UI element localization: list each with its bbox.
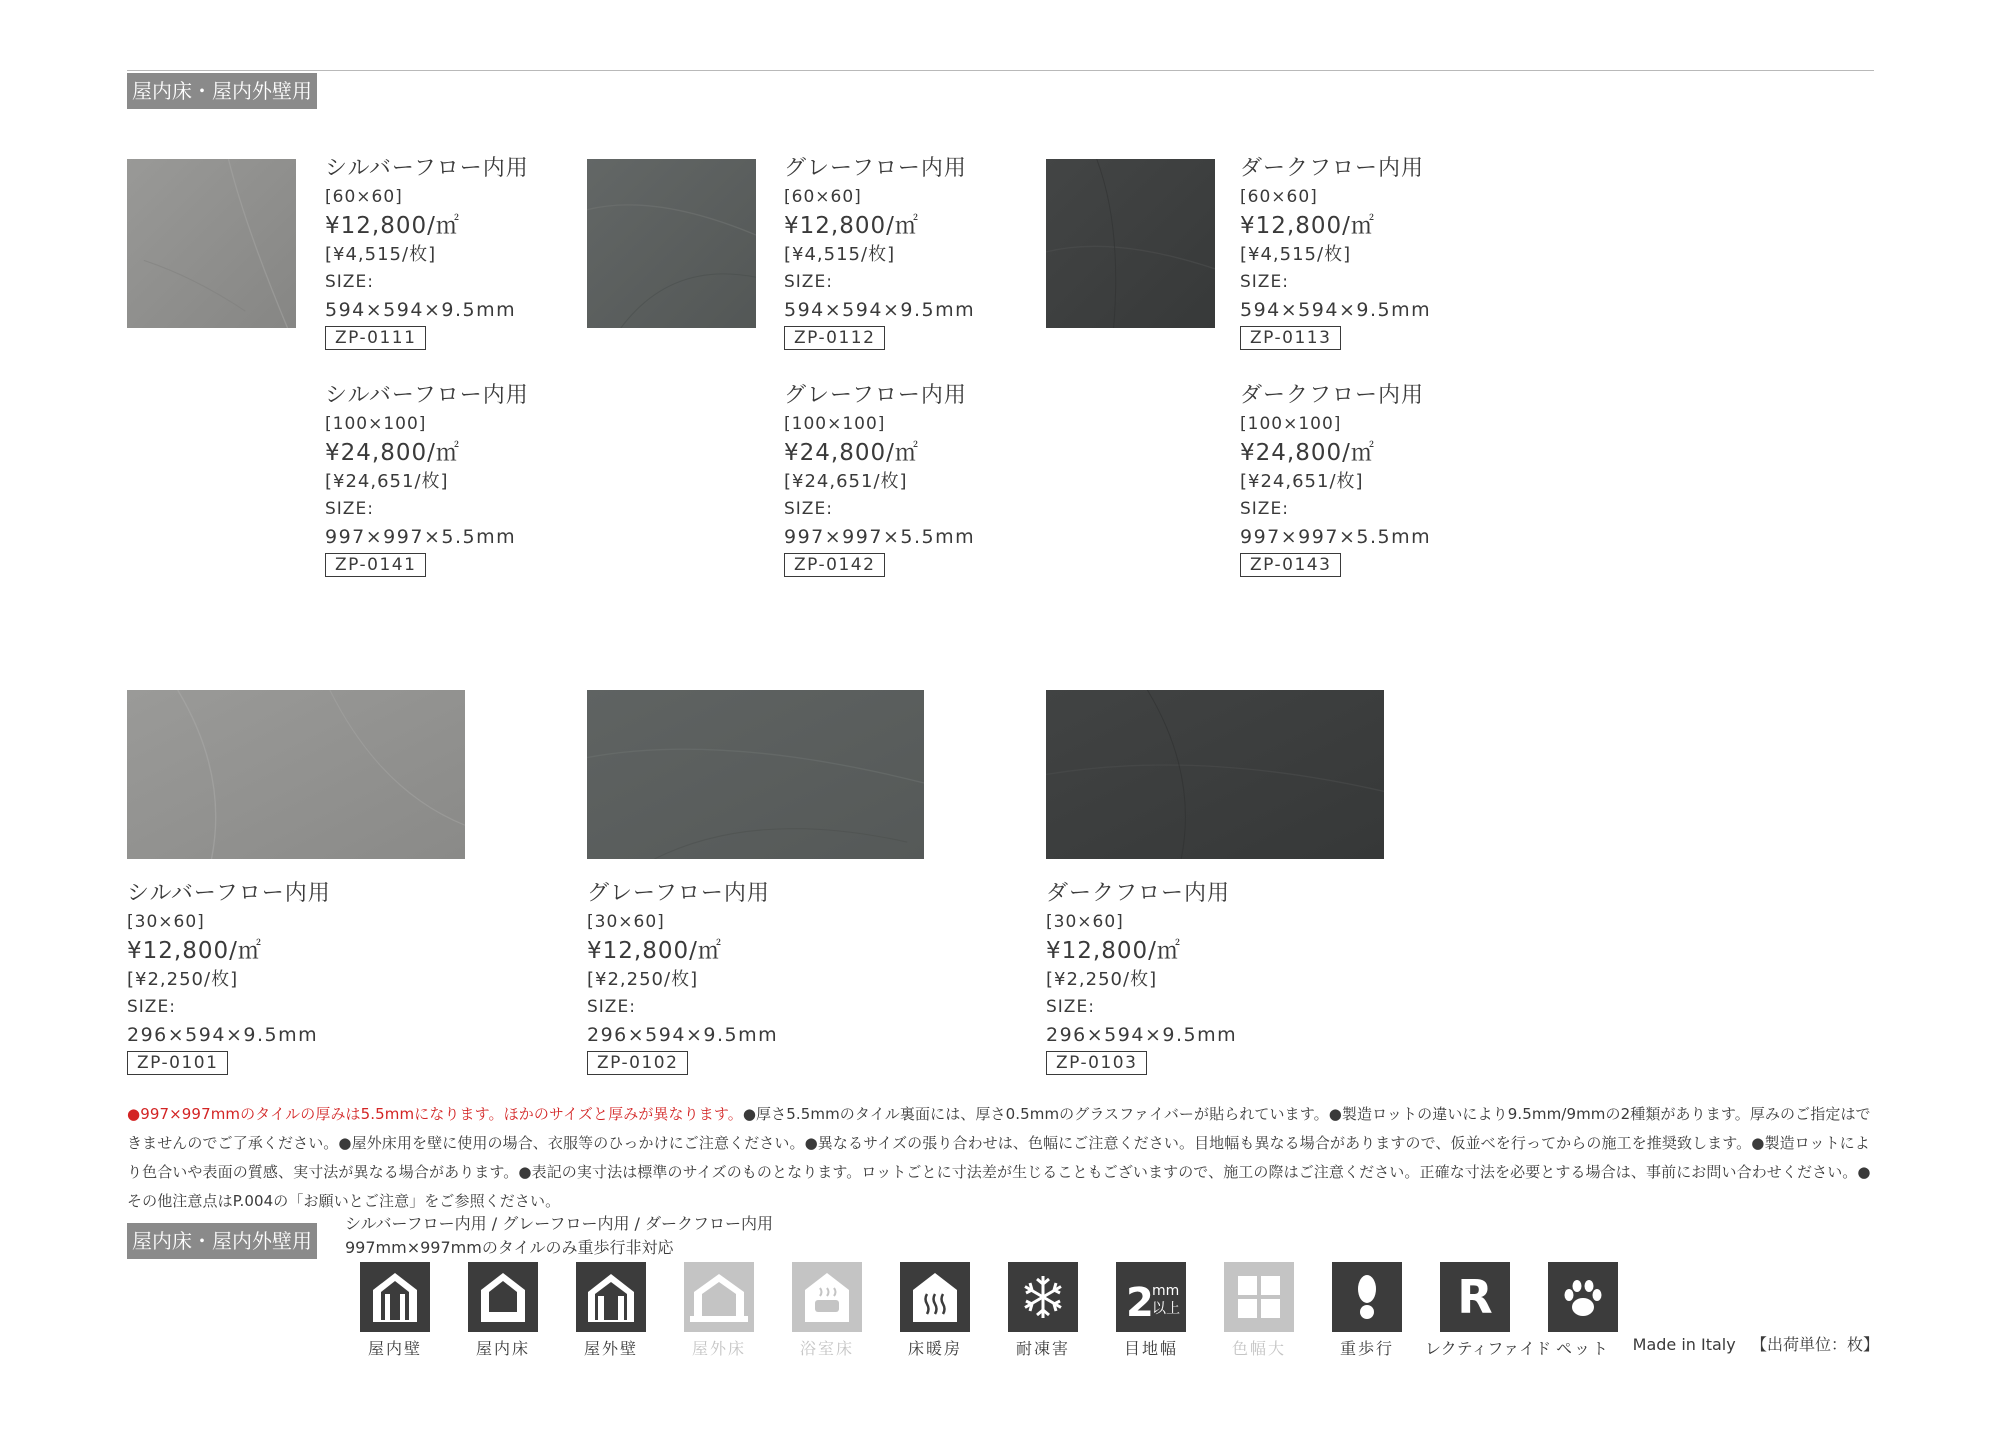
rectified-icon bbox=[1440, 1262, 1510, 1332]
size-label: SIZE: bbox=[1240, 272, 1289, 292]
product-name: ダークフロー内用 bbox=[1046, 881, 1231, 906]
notes-paragraph bbox=[127, 1100, 1884, 1216]
product-dimension: [30×60] bbox=[1046, 912, 1124, 932]
product-name: ダークフロー内用 bbox=[1240, 383, 1425, 408]
swatch-silver-square bbox=[127, 159, 296, 328]
swatch-grey-rect bbox=[587, 690, 924, 859]
product-code: ZP-0141 bbox=[325, 553, 426, 577]
heavy-traffic-icon bbox=[1332, 1262, 1402, 1332]
product-price: ¥12,800/㎡ bbox=[1046, 938, 1181, 964]
size-label: SIZE: bbox=[127, 997, 176, 1017]
product-silver-30x60 bbox=[127, 879, 387, 1075]
exterior-wall-icon bbox=[576, 1262, 646, 1332]
product-code: ZP-0142 bbox=[784, 553, 885, 577]
note-rest: ●厚さ5.5mmのタイル裏面には、厚さ0.5mmのグラスファイバーが貼られています。●製造ロットの違いにより9.5mm/9mmの2種類があります。厚みのご指定はできませんのでご了承ください。●屋外床用を壁に使用の場合、衣服等のひっかけにご注意ください。●異なるサイズの張り合わせは、色幅にご注意ください。目地幅も異なる場合がありますので、仮並べを行ってからの施工を推奨致します。●製造ロットにより色合いや表面の質感、実寸法が異なる場合があります。●表記の実寸法は標準のサイズのものとなります。ロットごとに寸法差が生じることもございますので、施工の際はご注意ください。正確な寸法を必要とする場合は、事前にお問い合わせください。●その他注意点はP.004の「お願いとご注意」をご参照ください。 bbox=[127, 1105, 1871, 1210]
product-unit-price: [¥4,515/枚] bbox=[325, 244, 437, 265]
product-silver-100 bbox=[325, 381, 585, 577]
icon-item-rectified bbox=[1425, 1262, 1552, 1362]
product-price: ¥12,800/㎡ bbox=[587, 938, 722, 964]
product-grey-60 bbox=[784, 154, 1044, 350]
icon-label: 屋内床 bbox=[475, 1339, 530, 1358]
size-label: SIZE: bbox=[1240, 499, 1289, 519]
product-unit-price: [¥2,250/枚] bbox=[127, 969, 239, 990]
product-name: グレーフロー内用 bbox=[784, 156, 967, 181]
note-red: ●997×997mmのタイルの厚みは5.5mmになります。ほかのサイズと厚みが異なります。 bbox=[127, 1105, 743, 1123]
icon-item-pet bbox=[1533, 1262, 1633, 1362]
product-price: ¥12,800/㎡ bbox=[1240, 213, 1375, 239]
product-code: ZP-0113 bbox=[1240, 326, 1341, 350]
made-in: Made in Italy bbox=[1632, 1335, 1736, 1354]
interior-wall-icon bbox=[360, 1262, 430, 1332]
product-name: シルバーフロー内用 bbox=[325, 383, 529, 408]
icon-item-interior-wall bbox=[345, 1262, 445, 1362]
swatch-dark-square bbox=[1046, 159, 1215, 328]
product-unit-price: [¥24,651/枚] bbox=[1240, 471, 1364, 492]
bottom-applicable-products bbox=[345, 1212, 773, 1260]
size-label: SIZE: bbox=[587, 997, 636, 1017]
product-price: ¥24,800/㎡ bbox=[784, 440, 919, 466]
product-code: ZP-0143 bbox=[1240, 553, 1341, 577]
product-price: ¥24,800/㎡ bbox=[325, 440, 460, 466]
icon-label: 屋外壁 bbox=[583, 1339, 638, 1358]
origin-and-shipping bbox=[1633, 1332, 1879, 1358]
product-code: ZP-0102 bbox=[587, 1051, 688, 1075]
product-name: グレーフロー内用 bbox=[587, 881, 770, 906]
joint-width-icon bbox=[1116, 1262, 1186, 1332]
product-price: ¥12,800/㎡ bbox=[127, 938, 262, 964]
icon-item-joint-width bbox=[1101, 1262, 1201, 1362]
shipping-unit: 【出荷単位：枚】 bbox=[1750, 1335, 1879, 1354]
product-dark-100 bbox=[1240, 381, 1500, 577]
product-size: 594×594×9.5mm bbox=[784, 299, 976, 321]
applicable-line: シルバーフロー内用 / グレーフロー内用 / ダークフロー内用 bbox=[345, 1214, 774, 1233]
product-unit-price: [¥4,515/枚] bbox=[1240, 244, 1352, 265]
product-size: 997×997×5.5mm bbox=[325, 526, 517, 548]
product-dimension: [60×60] bbox=[784, 187, 862, 207]
product-dimension: [60×60] bbox=[1240, 187, 1318, 207]
icon-label: レクティファイド bbox=[1425, 1339, 1552, 1358]
product-unit-price: [¥2,250/枚] bbox=[587, 969, 699, 990]
product-unit-price: [¥4,515/枚] bbox=[784, 244, 896, 265]
product-name: シルバーフロー内用 bbox=[127, 881, 331, 906]
product-silver-60 bbox=[325, 154, 585, 350]
product-dark-30x60 bbox=[1046, 879, 1306, 1075]
product-grey-30x60 bbox=[587, 879, 847, 1075]
product-code: ZP-0101 bbox=[127, 1051, 228, 1075]
icon-label: 床暖房 bbox=[907, 1339, 962, 1358]
icon-label: ペット bbox=[1555, 1339, 1610, 1358]
pet-icon bbox=[1548, 1262, 1618, 1332]
product-size: 296×594×9.5mm bbox=[587, 1024, 779, 1046]
icon-item-color-variation bbox=[1209, 1262, 1309, 1362]
interior-floor-icon bbox=[468, 1262, 538, 1332]
product-dark-60 bbox=[1240, 154, 1500, 350]
bottom-tag: 屋内床・屋内外壁用 bbox=[127, 1223, 317, 1259]
icon-label: 色幅大 bbox=[1231, 1339, 1286, 1358]
restriction-line: 997mm×997mmのタイルのみ重歩行非対応 bbox=[345, 1238, 674, 1257]
exterior-floor-icon bbox=[684, 1262, 754, 1332]
product-size: 594×594×9.5mm bbox=[325, 299, 517, 321]
swatch-dark-rect bbox=[1046, 690, 1384, 859]
frost-resistant-icon bbox=[1008, 1262, 1078, 1332]
icon-item-interior-floor bbox=[453, 1262, 553, 1362]
icon-item-exterior-wall bbox=[561, 1262, 661, 1362]
icon-label: 重歩行 bbox=[1339, 1339, 1394, 1358]
product-price: ¥12,800/㎡ bbox=[784, 213, 919, 239]
product-code: ZP-0103 bbox=[1046, 1051, 1147, 1075]
product-dimension: [100×100] bbox=[325, 414, 427, 434]
size-label: SIZE: bbox=[784, 499, 833, 519]
icon-label: 浴室床 bbox=[799, 1339, 854, 1358]
icon-label: 耐凍害 bbox=[1015, 1339, 1070, 1358]
size-label: SIZE: bbox=[1046, 997, 1095, 1017]
product-dimension: [100×100] bbox=[1240, 414, 1342, 434]
swatch-silver-rect bbox=[127, 690, 465, 859]
icon-label: 屋内壁 bbox=[367, 1339, 422, 1358]
swatch-grey-square bbox=[587, 159, 756, 328]
product-code: ZP-0111 bbox=[325, 326, 426, 350]
product-dimension: [30×60] bbox=[127, 912, 205, 932]
product-dimension: [100×100] bbox=[784, 414, 886, 434]
product-size: 296×594×9.5mm bbox=[1046, 1024, 1238, 1046]
icon-item-heavy-traffic bbox=[1317, 1262, 1417, 1362]
product-name: ダークフロー内用 bbox=[1240, 156, 1425, 181]
product-size: 594×594×9.5mm bbox=[1240, 299, 1432, 321]
icon-label: 屋外床 bbox=[691, 1339, 746, 1358]
product-price: ¥24,800/㎡ bbox=[1240, 440, 1375, 466]
product-unit-price: [¥24,651/枚] bbox=[325, 471, 449, 492]
product-grey-100 bbox=[784, 381, 1044, 577]
icon-item-floor-heating bbox=[885, 1262, 985, 1362]
joint-width-qualifier: 以上 bbox=[1152, 1301, 1180, 1317]
product-size: 997×997×5.5mm bbox=[784, 526, 976, 548]
size-label: SIZE: bbox=[325, 272, 374, 292]
product-code: ZP-0112 bbox=[784, 326, 885, 350]
product-price: ¥12,800/㎡ bbox=[325, 213, 460, 239]
product-unit-price: [¥24,651/枚] bbox=[784, 471, 908, 492]
joint-width-number: 2 bbox=[1126, 1280, 1154, 1326]
color-variation-icon bbox=[1224, 1262, 1294, 1332]
product-name: グレーフロー内用 bbox=[784, 383, 967, 408]
rectified-glyph: R bbox=[1457, 1270, 1493, 1324]
bathroom-floor-icon bbox=[792, 1262, 862, 1332]
product-size: 296×594×9.5mm bbox=[127, 1024, 319, 1046]
icon-item-bathroom-floor bbox=[777, 1262, 877, 1362]
product-name: シルバーフロー内用 bbox=[325, 156, 529, 181]
floor-heating-icon bbox=[900, 1262, 970, 1332]
icon-item-exterior-floor bbox=[669, 1262, 769, 1362]
product-dimension: [60×60] bbox=[325, 187, 403, 207]
icon-item-frost-resistant bbox=[993, 1262, 1093, 1362]
section-tag: 屋内床・屋内外壁用 bbox=[127, 73, 317, 109]
size-label: SIZE: bbox=[784, 272, 833, 292]
top-rule bbox=[127, 70, 1874, 71]
size-label: SIZE: bbox=[325, 499, 374, 519]
icon-label: 目地幅 bbox=[1123, 1339, 1178, 1358]
product-dimension: [30×60] bbox=[587, 912, 665, 932]
joint-width-unit: mm bbox=[1152, 1283, 1180, 1299]
product-size: 997×997×5.5mm bbox=[1240, 526, 1432, 548]
product-unit-price: [¥2,250/枚] bbox=[1046, 969, 1158, 990]
